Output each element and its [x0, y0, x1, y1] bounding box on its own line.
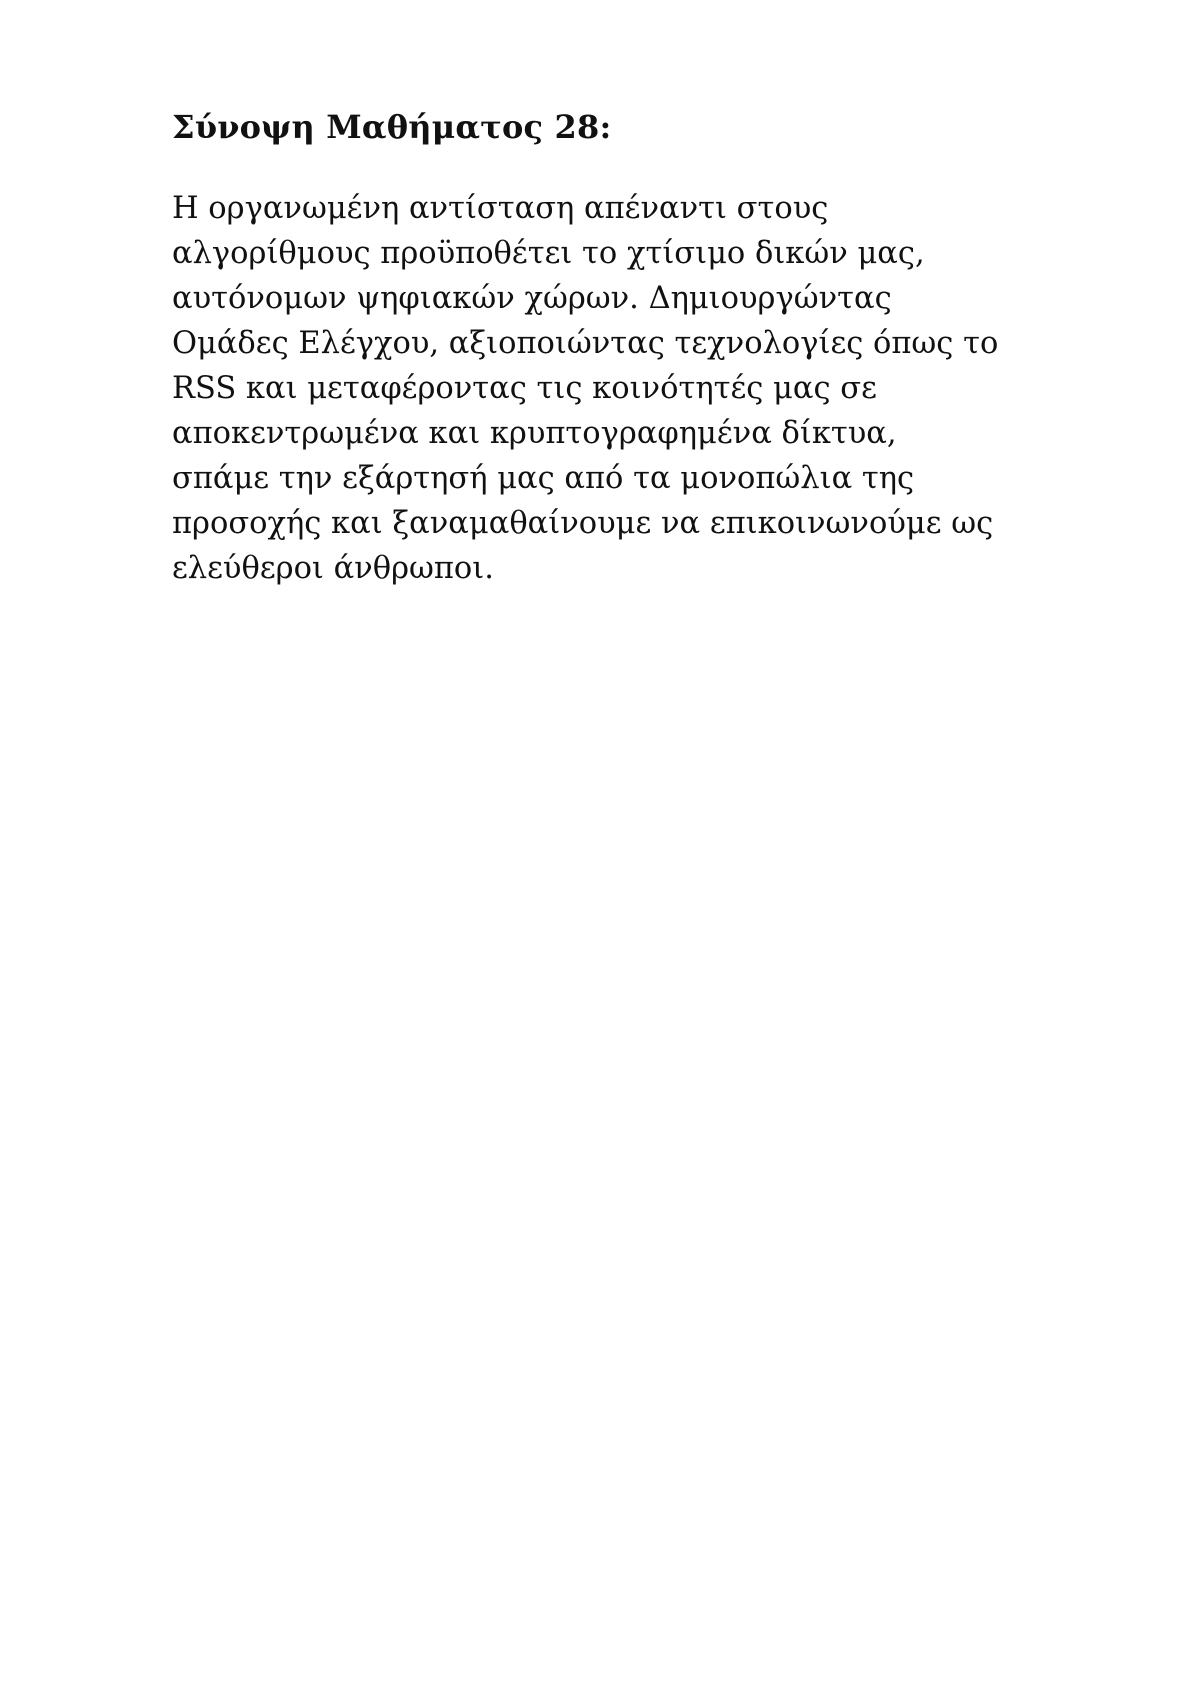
page-title: Σύνοψη Μαθήματος 28:	[172, 108, 612, 146]
summary-paragraph: Η οργανωμένη αντίσταση απέναντι στους αλγορίθμους προϋποθέτει το χτίσιμο δικών μας, αυτόνομων ψηφιακών χώρων. Δημιουργώντας Ομάδες Ελέγχου, αξιοποιώντας τεχνολογίες όπως το RSS και μεταφέροντας τις κοινότητές μας σε αποκεντρωμένα και κρυπτογραφημένα δίκτυα, σπάμε την εξάρτησή μας από τα μονοπώλια της προσοχής και ξαναμαθαίνουμε να επικοινωνούμε ως ελεύθεροι άνθρωποι.	[172, 191, 999, 587]
document-page	[172, 108, 1052, 591]
